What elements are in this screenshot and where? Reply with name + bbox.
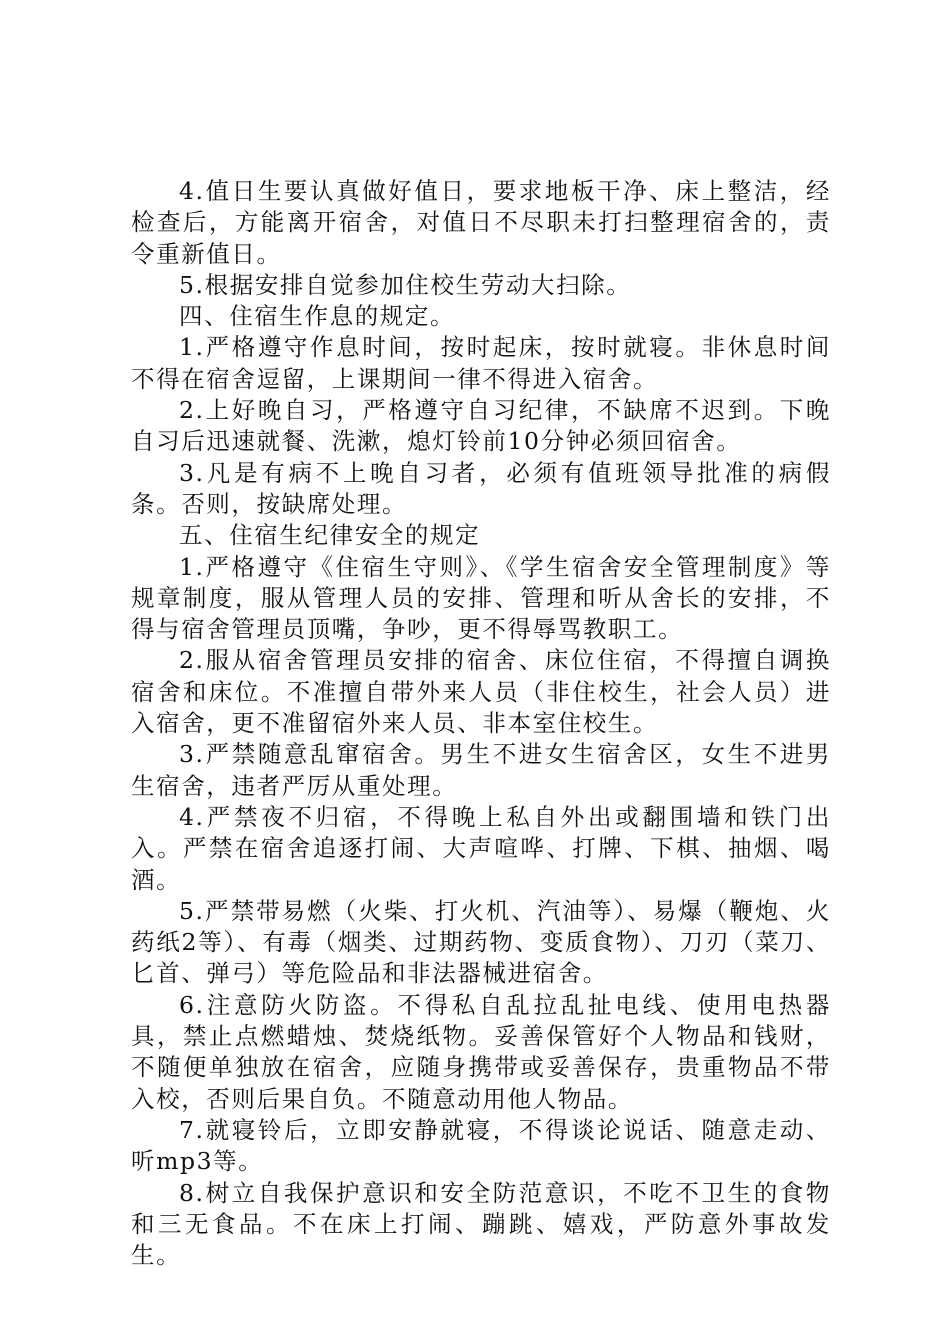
- paragraph-discipline-4: 4.严禁夜不归宿，不得晚上私自外出或翻围墙和铁门出入。严禁在宿舍追逐打闹、大声喧哗、打牌、下棋、抽烟、喝酒。: [131, 802, 831, 894]
- paragraph-schedule-1: 1.严格遵守作息时间，按时起床，按时就寝。非休息时间不得在宿舍逗留，上课期间一律不得进入宿舍。: [131, 333, 831, 393]
- paragraph-discipline-5: 5.严禁带易燃（火柴、打火机、汽油等）、易爆（鞭炮、火药纸2等）、有毒（烟类、过期药物、变质食物）、刀刃（菜刀、匕首、弹弓）等危险品和非法器械进宿舍。: [131, 896, 831, 988]
- document-page: [131, 176, 831, 1271]
- paragraph-duty-cleaning: 4.值日生要认真做好值日，要求地板干净、床上整洁，经检查后，方能离开宿舍，对值日不尽职未打扫整理宿舍的，责令重新值日。: [131, 177, 831, 268]
- paragraph-labor-cleanup: 5.根据安排自觉参加住校生劳动大扫除。: [179, 270, 632, 299]
- paragraph-schedule-3: 3.凡是有病不上晚自习者，必须有值班领导批准的病假条。否则，按缺席处理。: [131, 458, 831, 518]
- section-heading-discipline: 五、住宿生纪律安全的规定: [179, 521, 481, 550]
- paragraph-discipline-1: 1.严格遵守《住宿生守则》、《学生宿舍安全管理制度》等规章制度，服从管理人员的安排、管理和听从舍长的安排，不得与宿舍管理员顶嘴，争吵，更不得辱骂教职工。: [131, 552, 831, 644]
- paragraph-discipline-2: 2.服从宿舍管理员安排的宿舍、床位住宿，不得擅自调换宿舍和床位。不准擅自带外来人员（非住校生，社会人员）进入宿舍，更不准留宿外来人员、非本室住校生。: [131, 646, 831, 738]
- paragraph-discipline-6: 6.注意防火防盗。不得私自乱拉乱扯电线、使用电热器具，禁止点燃蜡烛、焚烧纸物。妥善保管好个人物品和钱财，不随便单独放在宿舍，应随身携带或妥善保存，贵重物品不带入校，否则后果自负。不随意动用他人物品。: [131, 990, 831, 1113]
- section-heading-schedule: 四、住宿生作息的规定。: [179, 302, 456, 331]
- paragraph-schedule-2: 2.上好晚自习，严格遵守自习纪律，不缺席不迟到。下晚自习后迅速就餐、洗漱，熄灯铃前10分钟必须回宿舍。: [131, 396, 831, 456]
- paragraph-discipline-7: 7.就寝铃后，立即安静就寝，不得谈论说话、随意走动、听mp3等。: [131, 1115, 831, 1176]
- paragraph-discipline-8: 8.树立自我保护意识和安全防范意识，不吃不卫生的食物和三无食品。不在床上打闹、蹦跳、嬉戏，严防意外事故发生。: [131, 1178, 831, 1270]
- paragraph-discipline-3: 3.严禁随意乱窜宿舍。男生不进女生宿舍区，女生不进男生宿舍，违者严厉从重处理。: [131, 740, 831, 800]
